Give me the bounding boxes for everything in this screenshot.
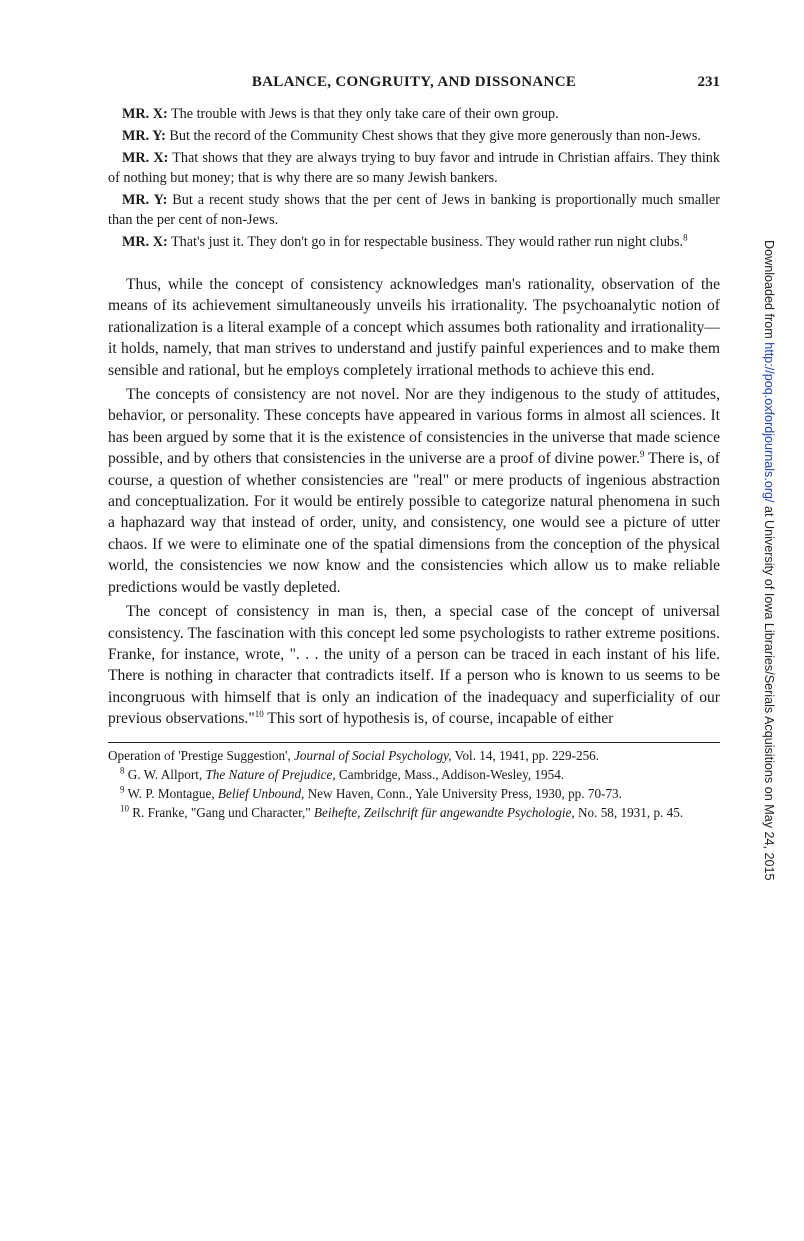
footnote-source: Journal of Social Psychology, [294,747,452,763]
footnote-text: R. Franke, "Gang und Character," [129,804,314,820]
footnote-text: Cambridge, Mass., Addison-Wesley, 1954. [335,766,565,782]
footnote-source: Beihefte, Zeilschrift für angewandte Psychologie, [313,804,575,820]
footnote-text: G. W. Allport, [124,766,206,782]
dialogue-line [108,104,720,124]
dialogue-line [108,148,720,188]
footnote-ref: 10 [254,708,264,719]
paragraph-text: There is, of course, a question of whether consistencies are "real" or mere products of ingenious abstraction and conceptualization. For it would be entirely possible to categorize natural phenomena in such a haphazard way that instead of order, unity, and consistency, one would see a picture of utter chaos. If we were to eliminate one of the spatial dimensions from the conception of the physical world, the consistencies we now know and the consistencies which allow us to make reliable predictions would be vastly depleted. [108,450,720,596]
dialogue-line [108,190,720,230]
footnote [108,804,720,822]
paragraph-text: This sort of hypothesis is, of course, incapable of either [263,710,614,728]
paragraph [108,384,720,598]
footnote-source: The Nature of Prejudice, [205,766,336,782]
paragraph-text: Thus, while the concept of consistency acknowledges man's rationality, observation of the means of its achievement simultaneously unveils his irrationality. The psychoanalytic notion of rationalization is a literal example of a concept which assumes both rationality and irrationality—it holds, namely, that man strives to understand and justify painful experiences and to make them sensible and rational, but he employs completely irrational methods to achieve this end. [108,276,720,379]
footnote-text: Operation of 'Prestige Suggestion', [108,747,291,763]
speaker-label: MR. X: [122,150,169,166]
running-header [108,74,720,98]
journal-link[interactable]: http://poq.oxfordjournals.org/ [762,342,776,503]
dialogue-line [108,126,720,146]
dialogue-text: But the record of the Community Chest shows that they give more generously than non-Jews. [169,128,701,144]
paragraph-text: The concepts of consistency are not novel. Nor are they indigenous to the study of attitudes, behavior, or personality. These concepts have appeared in various forms in almost all sciences. It has been argued by some that it is the existence of consistencies in the universe that made science possible, and by others that consistencies in the universe are a proof of divine power. [108,386,720,468]
footnote-source: Belief Unbound, [217,785,305,801]
footnote-ref: 9 [639,449,645,460]
footnote [108,785,720,803]
footnote-ref: 8 [683,232,688,243]
speaker-label: MR. X: [122,234,168,250]
footnote-text: New Haven, Conn., Yale University Press, 1930, pp. 70-73. [304,785,622,801]
footnote-marker: 10 [120,803,129,814]
journal-page [108,74,720,823]
paragraph [108,601,720,729]
dialogue-line [108,232,720,252]
dialogue-excerpt [108,104,720,252]
watermark-text: at University of Iowa Libraries/Serials Acquisitions on May 24, 2015 [762,502,776,881]
speaker-label: MR. Y: [122,128,166,144]
dialogue-text: That's just it. They don't go in for respectable business. They would rather run night clubs. [171,234,684,250]
download-watermark [756,240,776,1000]
speaker-label: MR. X: [122,106,168,122]
body-text [108,274,720,730]
dialogue-text: That shows that they are always trying to buy favor and intrude in Christian affairs. They think of nothing but money; that is why there are so many Jewish bankers. [108,150,720,186]
footnote-text: No. 58, 1931, p. 45. [574,804,684,820]
footnote-marker: 9 [120,784,125,795]
page-number: 231 [697,74,720,90]
paragraph [108,274,720,381]
footnote-text: W. P. Montague, [124,785,218,801]
footnote-divider [108,742,720,743]
footnote [108,766,720,784]
footnote [108,747,720,765]
watermark-text: Downloaded from [762,240,776,343]
dialogue-text: But a recent study shows that the per cent of Jews in banking is proportionally much smaller than the per cent of non-Jews. [108,192,721,228]
footnote-text: Vol. 14, 1941, pp. 229-256. [451,747,600,763]
running-title: BALANCE, CONGRUITY, AND DISSONANCE [251,74,577,90]
paragraph-text: The concept of consistency in man is, then, a special case of the concept of universal consistency. The fascination with this concept led some psychologists to rather extreme positions. Franke, for instance, wrote, ". . . the unity of a person can be traced in each instant of his life. There is nothing in character that contradicts itself. If a person who is known to us seems to be incongruous with himself that is only an indication of the inadequacy and superficiality of our previous observations." [108,603,720,728]
footnote-marker: 8 [120,765,125,776]
speaker-label: MR. Y: [122,192,168,208]
dialogue-text: The trouble with Jews is that they only take care of their own group. [171,106,559,122]
footnotes [108,747,720,822]
